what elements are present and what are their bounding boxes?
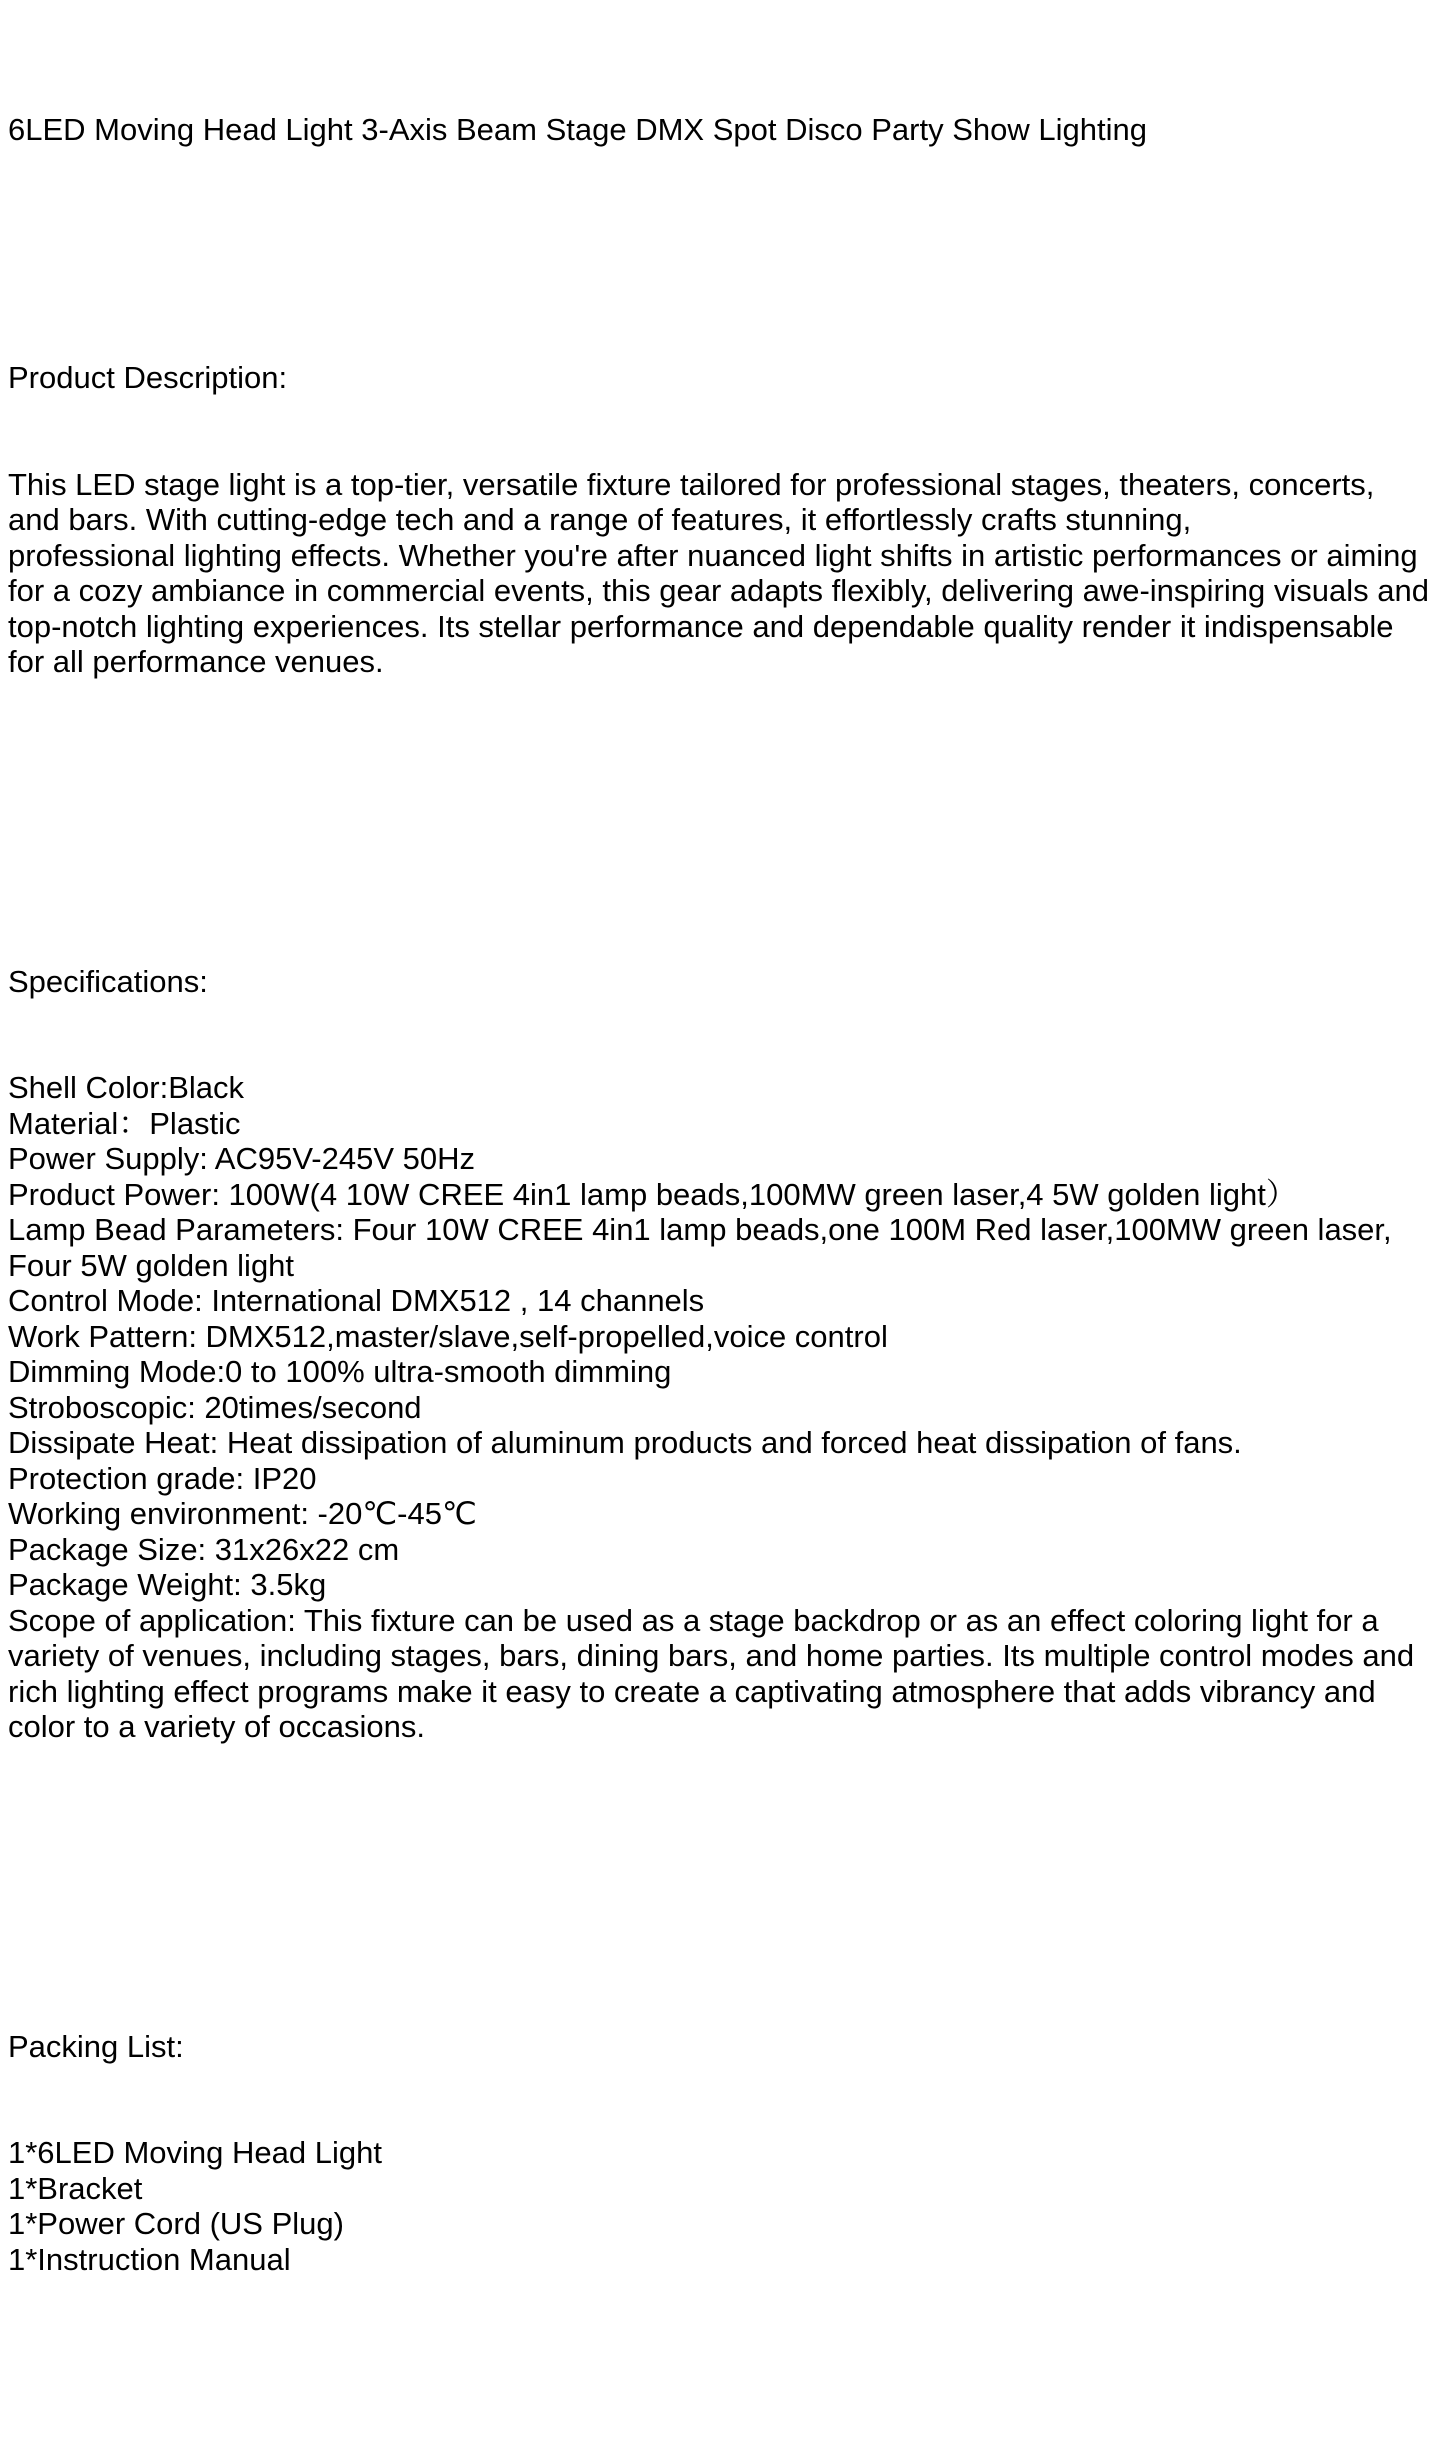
text-line: Four 5W golden light — [8, 1247, 295, 1283]
section-heading-product-description: Product Description: — [8, 360, 288, 395]
text-line: rich lighting effect programs make it easy to create a captivating atmosphere that adds vibrancy and — [8, 1673, 1376, 1709]
text-line: Material：Plastic — [8, 1105, 241, 1141]
text-line: top-notch lighting experiences. Its stellar performance and dependable quality render it indispensable — [8, 608, 1394, 644]
text-line: Power Supply: AC95V-245V 50Hz — [8, 1141, 475, 1176]
text-line: variety of venues, including stages, bars, dining bars, and home parties. Its multiple control modes and — [8, 1638, 1415, 1673]
text-line: Dissipate Heat: Heat dissipation of aluminum products and forced heat dissipation of fans. — [8, 1425, 1242, 1460]
text-line: professional lighting effects. Whether you're after nuanced light shifts in artistic performances or aiming — [8, 537, 1418, 573]
section-heading-specifications: Specifications: — [8, 963, 208, 999]
text-line: This LED stage light is a top-tier, versatile fixture tailored for professional stages, theaters, concerts, — [8, 466, 1375, 502]
text-line: Stroboscopic: 20times/second — [8, 1389, 422, 1425]
text-line: Product Power: 100W(4 10W CREE 4in1 lamp beads,100MW green laser,4 5W golden light） — [8, 1176, 1297, 1212]
text-line: and bars. With cutting-edge tech and a range of features, it effortlessly crafts stunning, — [8, 502, 1192, 537]
section-lines-specifications — [8, 1070, 1445, 1745]
text-line: Control Mode: International DMX512 , 14 channels — [8, 1283, 705, 1318]
text-line: 1*6LED Moving Head Light — [8, 2135, 382, 2170]
text-line: Scope of application: This fixture can be used as a stage backdrop or as an effect coloring light for a — [8, 1602, 1379, 1638]
text-line: 1*Power Cord (US Plug) — [8, 2206, 344, 2241]
text-line: for all performance venues. — [8, 644, 384, 679]
text-line: Dimming Mode:0 to 100% ultra-smooth dimming — [8, 1354, 672, 1389]
text-line: Package Size: 31x26x22 cm — [8, 1531, 400, 1567]
section-heading-packing-list: Packing List: — [8, 2028, 184, 2064]
text-line: color to a variety of occasions. — [8, 1709, 425, 1744]
text-line: Working environment: -20℃-45℃ — [8, 1496, 477, 1531]
section-lines-product-description — [8, 467, 1445, 680]
section-specifications — [8, 893, 1445, 1816]
text-line: Shell Color:Black — [8, 1070, 245, 1105]
product-title: 6LED Moving Head Light 3-Axis Beam Stage DMX Spot Disco Party Show Lighting — [8, 111, 1147, 147]
text-line: Package Weight: 3.5kg — [8, 1567, 327, 1602]
section-packing-list — [8, 1958, 1445, 2349]
text-line: Work Pattern: DMX512,master/slave,self-propelled,voice control — [8, 1318, 888, 1354]
section-product-description — [8, 289, 1445, 751]
text-line: 1*Instruction Manual — [8, 2241, 291, 2277]
text-line: Protection grade: IP20 — [8, 1460, 317, 1496]
text-line: for a cozy ambiance in commercial events, this gear adapts flexibly, delivering awe-inspiring visuals and — [8, 573, 1429, 608]
section-lines-packing-list — [8, 2135, 1445, 2277]
text-line: 1*Bracket — [8, 2170, 143, 2206]
text-line: Lamp Bead Parameters: Four 10W CREE 4in1 lamp beads,one 100M Red laser,100MW green laser, — [8, 1212, 1392, 1247]
